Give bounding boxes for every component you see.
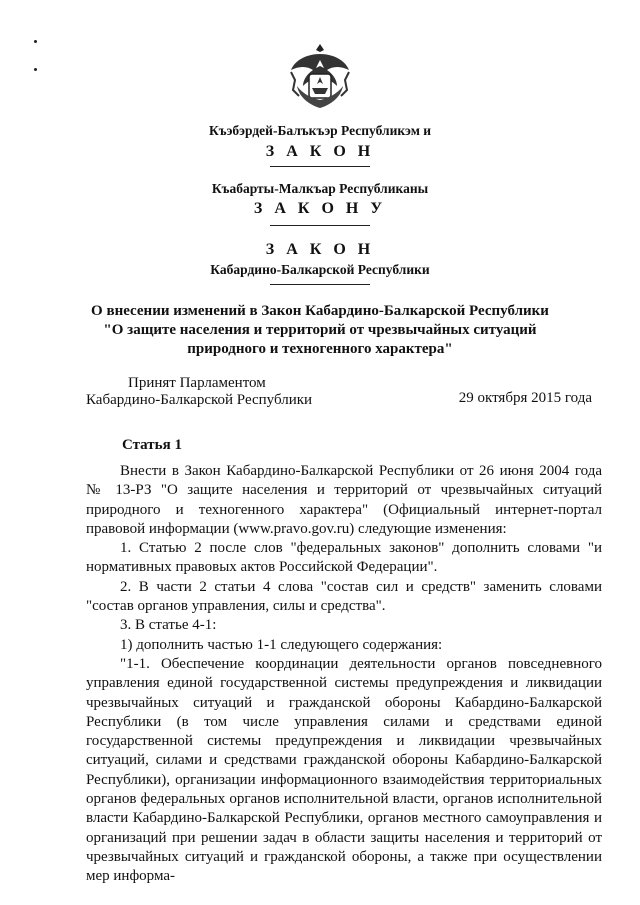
article-paragraph: Внести в Закон Кабардино-Балкарской Республики от 26 июня 2004 года № 13-РЗ "О защите населения и территорий от чрезвычайных ситуаций природного и техногенного характера" (Официальный интернет-портал правовой информации (www.pravo.gov.ru) следующие изменения: — [86, 463, 602, 537]
coat-of-arms-icon — [285, 40, 355, 112]
adoption-date: 29 октября 2015 года — [458, 390, 592, 406]
law-title-line-3: природного и техногенного характера" — [187, 341, 453, 357]
article-paragraph: 1) дополнить частью 1-1 следующего содержания: — [120, 636, 443, 653]
balkar-law-word: З А К О Н У — [253, 200, 387, 217]
scan-speck — [34, 68, 37, 71]
divider — [270, 225, 370, 226]
article-heading: Статья 1 — [122, 437, 182, 453]
scan-speck — [34, 40, 37, 43]
kabardian-law-word: З А К О Н — [265, 143, 375, 160]
law-title-line-2: "О защите населения и территорий от чрезвычайных ситуаций — [103, 322, 537, 338]
divider — [270, 284, 370, 285]
article-paragraph: 3. В статье 4-1: — [120, 617, 217, 634]
article-body — [86, 462, 602, 887]
divider — [270, 166, 370, 167]
law-title-line-1: О внесении изменений в Закон Кабардино-Балкарской Республики — [91, 303, 549, 319]
kabardian-republic-name: Къэбэрдей-Балъкъэр Республикэм и — [208, 123, 432, 138]
article-paragraph: 2. В части 2 статьи 4 слова "состав сил и средств" заменить словами "состав органов управления, силы и средства". — [86, 578, 602, 615]
adoption-line-1: Принят Парламентом — [128, 375, 266, 391]
article-paragraph: "1-1. Обеспечение координации деятельности органов повседневного управления единой государственной системы предупреждения и ликвидации чрезвычайных ситуаций и гражданской обороны Кабардино-Балкарской Республики (в том числе управления силами и средствами единой государственной системы предупреждения и ликвидации чрезвычайных ситуаций, силами и средствами гражданской обороны Кабардино-Балкарской Республики), организации информационного взаимодействия территориальных органов федеральных органов исполнительной власти, органов исполнительной власти Кабардино-Балкарской Республики, органов местного самоуправления и организаций при решении задач в области защиты населения и территорий от чрезвычайных ситуаций и гражданской обороны, а также при осуществлении мер информа- — [86, 655, 602, 885]
article-paragraph: 1. Статью 2 после слов "федеральных законов" дополнить словами "и нормативных правовых актов Российской Федерации". — [86, 540, 602, 576]
russian-republic-name: Кабардино-Балкарской Республики — [210, 262, 430, 277]
adoption-line-2: Кабардино-Балкарской Республики — [86, 392, 313, 408]
balkar-republic-name: Къабарты-Малкъар Республиканы — [211, 181, 429, 196]
russian-law-word: З А К О Н — [265, 241, 375, 258]
